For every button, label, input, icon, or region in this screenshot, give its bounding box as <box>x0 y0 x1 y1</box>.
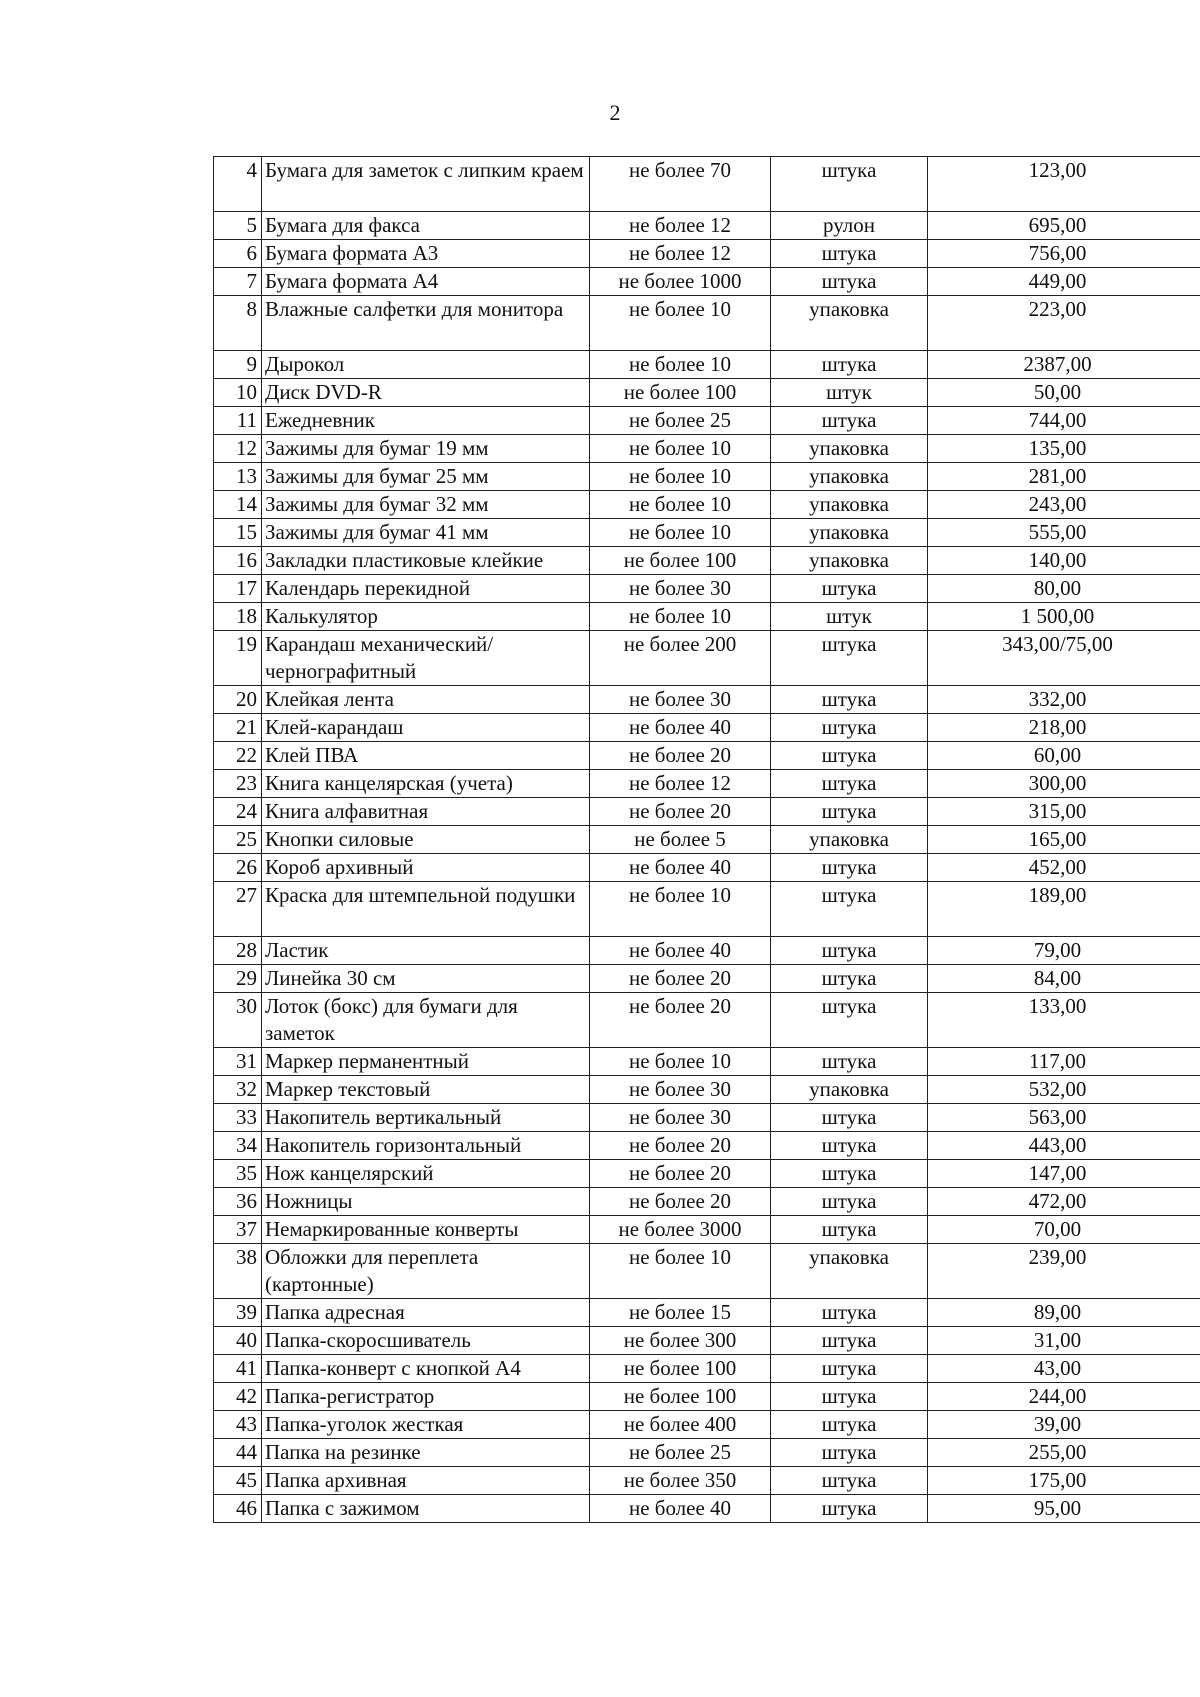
price-cell: 50,00 <box>928 379 1200 407</box>
item-name-cell: Обложки для переплета (картонные) <box>262 1244 590 1299</box>
unit-cell: штука <box>771 937 928 965</box>
item-name-cell: Папка на резинке <box>262 1439 590 1467</box>
row-number-cell: 45 <box>214 1467 262 1495</box>
table-row <box>214 686 1200 714</box>
table-row <box>214 1299 1200 1327</box>
items-table-body <box>214 157 1200 1523</box>
quantity-cell: не более 20 <box>590 742 771 770</box>
table-row <box>214 463 1200 491</box>
item-name-cell: Нож канцелярский <box>262 1160 590 1188</box>
unit-cell: штука <box>771 407 928 435</box>
row-number-cell: 29 <box>214 965 262 993</box>
row-number-cell: 40 <box>214 1327 262 1355</box>
quantity-cell: не более 100 <box>590 1383 771 1411</box>
quantity-cell: не более 40 <box>590 1495 771 1523</box>
item-name-cell: Кнопки силовые <box>262 826 590 854</box>
table-row <box>214 1188 1200 1216</box>
row-number-cell: 26 <box>214 854 262 882</box>
table-row <box>214 742 1200 770</box>
table-row <box>214 1048 1200 1076</box>
quantity-cell: не более 300 <box>590 1327 771 1355</box>
quantity-cell: не более 20 <box>590 1188 771 1216</box>
unit-cell: упаковка <box>771 826 928 854</box>
row-number-cell: 36 <box>214 1188 262 1216</box>
item-name-cell: Зажимы для бумаг 41 мм <box>262 519 590 547</box>
quantity-cell: не более 350 <box>590 1467 771 1495</box>
row-number-cell: 28 <box>214 937 262 965</box>
row-number-cell: 20 <box>214 686 262 714</box>
table-row <box>214 1132 1200 1160</box>
row-number-cell: 38 <box>214 1244 262 1299</box>
table-row <box>214 157 1200 212</box>
quantity-cell: не более 10 <box>590 519 771 547</box>
price-cell: 135,00 <box>928 435 1200 463</box>
row-number-cell: 34 <box>214 1132 262 1160</box>
unit-cell: рулон <box>771 212 928 240</box>
unit-cell: штука <box>771 1188 928 1216</box>
row-number-cell: 16 <box>214 547 262 575</box>
price-cell: 300,00 <box>928 770 1200 798</box>
unit-cell: штука <box>771 1216 928 1244</box>
unit-cell: штука <box>771 1104 928 1132</box>
quantity-cell: не более 40 <box>590 854 771 882</box>
unit-cell: упаковка <box>771 435 928 463</box>
unit-cell: штука <box>771 742 928 770</box>
unit-cell: упаковка <box>771 296 928 351</box>
unit-cell: упаковка <box>771 547 928 575</box>
unit-cell: штука <box>771 1383 928 1411</box>
price-cell: 255,00 <box>928 1439 1200 1467</box>
price-cell: 140,00 <box>928 547 1200 575</box>
item-name-cell: Клей-карандаш <box>262 714 590 742</box>
unit-cell: штука <box>771 1327 928 1355</box>
unit-cell: штука <box>771 1439 928 1467</box>
price-cell: 79,00 <box>928 937 1200 965</box>
price-cell: 70,00 <box>928 1216 1200 1244</box>
table-row <box>214 1244 1200 1299</box>
row-number-cell: 8 <box>214 296 262 351</box>
table-row <box>214 351 1200 379</box>
row-number-cell: 10 <box>214 379 262 407</box>
table-row <box>214 937 1200 965</box>
item-name-cell: Зажимы для бумаг 25 мм <box>262 463 590 491</box>
row-number-cell: 6 <box>214 240 262 268</box>
price-cell: 472,00 <box>928 1188 1200 1216</box>
price-cell: 244,00 <box>928 1383 1200 1411</box>
price-cell: 89,00 <box>928 1299 1200 1327</box>
row-number-cell: 37 <box>214 1216 262 1244</box>
row-number-cell: 11 <box>214 407 262 435</box>
table-row <box>214 882 1200 937</box>
price-cell: 39,00 <box>928 1411 1200 1439</box>
table-row <box>214 296 1200 351</box>
quantity-cell: не более 20 <box>590 1160 771 1188</box>
row-number-cell: 21 <box>214 714 262 742</box>
price-cell: 315,00 <box>928 798 1200 826</box>
unit-cell: штука <box>771 1132 928 1160</box>
table-row <box>214 1467 1200 1495</box>
quantity-cell: не более 30 <box>590 1076 771 1104</box>
unit-cell: штука <box>771 993 928 1048</box>
quantity-cell: не более 400 <box>590 1411 771 1439</box>
price-cell: 555,00 <box>928 519 1200 547</box>
row-number-cell: 32 <box>214 1076 262 1104</box>
table-row <box>214 519 1200 547</box>
unit-cell: штук <box>771 379 928 407</box>
item-name-cell: Папка-скоросшиватель <box>262 1327 590 1355</box>
table-row <box>214 631 1200 686</box>
item-name-cell: Книга алфавитная <box>262 798 590 826</box>
quantity-cell: не более 20 <box>590 965 771 993</box>
quantity-cell: не более 100 <box>590 379 771 407</box>
price-cell: 532,00 <box>928 1076 1200 1104</box>
row-number-cell: 31 <box>214 1048 262 1076</box>
price-cell: 223,00 <box>928 296 1200 351</box>
table-row <box>214 491 1200 519</box>
row-number-cell: 17 <box>214 575 262 603</box>
quantity-cell: не более 200 <box>590 631 771 686</box>
quantity-cell: не более 10 <box>590 463 771 491</box>
quantity-cell: не более 10 <box>590 491 771 519</box>
item-name-cell: Папка с зажимом <box>262 1495 590 1523</box>
quantity-cell: не более 10 <box>590 435 771 463</box>
unit-cell: упаковка <box>771 463 928 491</box>
item-name-cell: Клей ПВА <box>262 742 590 770</box>
unit-cell: штука <box>771 1299 928 1327</box>
price-cell: 80,00 <box>928 575 1200 603</box>
item-name-cell: Бумага для заметок с липким краем <box>262 157 590 212</box>
unit-cell: штука <box>771 882 928 937</box>
table-row <box>214 1383 1200 1411</box>
item-name-cell: Накопитель вертикальный <box>262 1104 590 1132</box>
items-table <box>213 156 1200 1523</box>
item-name-cell: Влажные салфетки для монитора <box>262 296 590 351</box>
unit-cell: упаковка <box>771 1244 928 1299</box>
item-name-cell: Клейкая лента <box>262 686 590 714</box>
item-name-cell: Календарь перекидной <box>262 575 590 603</box>
table-row <box>214 714 1200 742</box>
unit-cell: упаковка <box>771 491 928 519</box>
table-row <box>214 1495 1200 1523</box>
quantity-cell: не более 15 <box>590 1299 771 1327</box>
quantity-cell: не более 12 <box>590 212 771 240</box>
price-cell: 189,00 <box>928 882 1200 937</box>
quantity-cell: не более 40 <box>590 937 771 965</box>
item-name-cell: Калькулятор <box>262 603 590 631</box>
unit-cell: штука <box>771 1495 928 1523</box>
quantity-cell: не более 1000 <box>590 268 771 296</box>
item-name-cell: Бумага формата А3 <box>262 240 590 268</box>
table-row <box>214 379 1200 407</box>
row-number-cell: 43 <box>214 1411 262 1439</box>
price-cell: 1 500,00 <box>928 603 1200 631</box>
price-cell: 31,00 <box>928 1327 1200 1355</box>
unit-cell: упаковка <box>771 519 928 547</box>
unit-cell: штука <box>771 157 928 212</box>
table-row <box>214 1160 1200 1188</box>
price-cell: 123,00 <box>928 157 1200 212</box>
price-cell: 452,00 <box>928 854 1200 882</box>
item-name-cell: Дырокол <box>262 351 590 379</box>
quantity-cell: не более 100 <box>590 1355 771 1383</box>
quantity-cell: не более 10 <box>590 296 771 351</box>
table-row <box>214 854 1200 882</box>
price-cell: 281,00 <box>928 463 1200 491</box>
row-number-cell: 4 <box>214 157 262 212</box>
item-name-cell: Ежедневник <box>262 407 590 435</box>
table-row <box>214 798 1200 826</box>
price-cell: 165,00 <box>928 826 1200 854</box>
row-number-cell: 39 <box>214 1299 262 1327</box>
price-cell: 95,00 <box>928 1495 1200 1523</box>
item-name-cell: Папка-конверт с кнопкой А4 <box>262 1355 590 1383</box>
price-cell: 744,00 <box>928 407 1200 435</box>
row-number-cell: 15 <box>214 519 262 547</box>
item-name-cell: Линейка 30 см <box>262 965 590 993</box>
price-cell: 175,00 <box>928 1467 1200 1495</box>
table-row <box>214 1216 1200 1244</box>
table-row <box>214 212 1200 240</box>
quantity-cell: не более 10 <box>590 603 771 631</box>
quantity-cell: не более 70 <box>590 157 771 212</box>
table-row <box>214 575 1200 603</box>
price-cell: 239,00 <box>928 1244 1200 1299</box>
unit-cell: штука <box>771 798 928 826</box>
item-name-cell: Книга канцелярская (учета) <box>262 770 590 798</box>
unit-cell: штука <box>771 351 928 379</box>
row-number-cell: 22 <box>214 742 262 770</box>
table-row <box>214 407 1200 435</box>
row-number-cell: 46 <box>214 1495 262 1523</box>
quantity-cell: не более 20 <box>590 1132 771 1160</box>
table-row <box>214 268 1200 296</box>
item-name-cell: Папка-регистратор <box>262 1383 590 1411</box>
item-name-cell: Закладки пластиковые клейкие <box>262 547 590 575</box>
row-number-cell: 19 <box>214 631 262 686</box>
item-name-cell: Немаркированные конверты <box>262 1216 590 1244</box>
table-row <box>214 965 1200 993</box>
price-cell: 117,00 <box>928 1048 1200 1076</box>
item-name-cell: Краска для штемпельной подушки <box>262 882 590 937</box>
quantity-cell: не более 100 <box>590 547 771 575</box>
row-number-cell: 23 <box>214 770 262 798</box>
item-name-cell: Накопитель горизонтальный <box>262 1132 590 1160</box>
unit-cell: штука <box>771 1467 928 1495</box>
item-name-cell: Ножницы <box>262 1188 590 1216</box>
row-number-cell: 18 <box>214 603 262 631</box>
quantity-cell: не более 10 <box>590 1244 771 1299</box>
price-cell: 60,00 <box>928 742 1200 770</box>
price-cell: 443,00 <box>928 1132 1200 1160</box>
quantity-cell: не более 30 <box>590 575 771 603</box>
unit-cell: штука <box>771 240 928 268</box>
quantity-cell: не более 10 <box>590 882 771 937</box>
item-name-cell: Ластик <box>262 937 590 965</box>
unit-cell: штук <box>771 603 928 631</box>
price-cell: 332,00 <box>928 686 1200 714</box>
price-cell: 218,00 <box>928 714 1200 742</box>
unit-cell: штука <box>771 1048 928 1076</box>
quantity-cell: не более 30 <box>590 1104 771 1132</box>
quantity-cell: не более 25 <box>590 407 771 435</box>
row-number-cell: 27 <box>214 882 262 937</box>
price-cell: 43,00 <box>928 1355 1200 1383</box>
unit-cell: штука <box>771 268 928 296</box>
row-number-cell: 41 <box>214 1355 262 1383</box>
row-number-cell: 7 <box>214 268 262 296</box>
row-number-cell: 24 <box>214 798 262 826</box>
price-cell: 243,00 <box>928 491 1200 519</box>
table-row <box>214 1439 1200 1467</box>
quantity-cell: не более 12 <box>590 240 771 268</box>
quantity-cell: не более 3000 <box>590 1216 771 1244</box>
item-name-cell: Бумага для факса <box>262 212 590 240</box>
unit-cell: штука <box>771 686 928 714</box>
unit-cell: штука <box>771 631 928 686</box>
table-row <box>214 603 1200 631</box>
row-number-cell: 25 <box>214 826 262 854</box>
row-number-cell: 12 <box>214 435 262 463</box>
unit-cell: штука <box>771 1411 928 1439</box>
table-row <box>214 1411 1200 1439</box>
quantity-cell: не более 5 <box>590 826 771 854</box>
table-row <box>214 826 1200 854</box>
row-number-cell: 35 <box>214 1160 262 1188</box>
unit-cell: упаковка <box>771 1076 928 1104</box>
quantity-cell: не более 10 <box>590 1048 771 1076</box>
price-cell: 449,00 <box>928 268 1200 296</box>
row-number-cell: 14 <box>214 491 262 519</box>
unit-cell: штука <box>771 714 928 742</box>
price-cell: 563,00 <box>928 1104 1200 1132</box>
item-name-cell: Маркер перманентный <box>262 1048 590 1076</box>
unit-cell: штука <box>771 1160 928 1188</box>
price-cell: 147,00 <box>928 1160 1200 1188</box>
row-number-cell: 13 <box>214 463 262 491</box>
unit-cell: штука <box>771 854 928 882</box>
table-row <box>214 1076 1200 1104</box>
row-number-cell: 42 <box>214 1383 262 1411</box>
price-cell: 695,00 <box>928 212 1200 240</box>
table-row <box>214 770 1200 798</box>
item-name-cell: Папка-уголок жесткая <box>262 1411 590 1439</box>
row-number-cell: 33 <box>214 1104 262 1132</box>
price-cell: 2387,00 <box>928 351 1200 379</box>
price-cell: 343,00/75,00 <box>928 631 1200 686</box>
row-number-cell: 5 <box>214 212 262 240</box>
item-name-cell: Лоток (бокс) для бумаги для заметок <box>262 993 590 1048</box>
row-number-cell: 30 <box>214 993 262 1048</box>
item-name-cell: Папка адресная <box>262 1299 590 1327</box>
quantity-cell: не более 20 <box>590 993 771 1048</box>
table-row <box>214 993 1200 1048</box>
row-number-cell: 44 <box>214 1439 262 1467</box>
item-name-cell: Маркер текстовый <box>262 1076 590 1104</box>
table-row <box>214 1355 1200 1383</box>
quantity-cell: не более 30 <box>590 686 771 714</box>
item-name-cell: Бумага формата А4 <box>262 268 590 296</box>
unit-cell: штука <box>771 965 928 993</box>
item-name-cell: Зажимы для бумаг 19 мм <box>262 435 590 463</box>
unit-cell: штука <box>771 575 928 603</box>
quantity-cell: не более 10 <box>590 351 771 379</box>
row-number-cell: 9 <box>214 351 262 379</box>
quantity-cell: не более 25 <box>590 1439 771 1467</box>
table-row <box>214 1327 1200 1355</box>
price-cell: 756,00 <box>928 240 1200 268</box>
table-row <box>214 547 1200 575</box>
quantity-cell: не более 12 <box>590 770 771 798</box>
quantity-cell: не более 40 <box>590 714 771 742</box>
price-cell: 84,00 <box>928 965 1200 993</box>
unit-cell: штука <box>771 1355 928 1383</box>
item-name-cell: Зажимы для бумаг 32 мм <box>262 491 590 519</box>
table-row <box>214 1104 1200 1132</box>
item-name-cell: Карандаш механический/ чернографитный <box>262 631 590 686</box>
table-row <box>214 435 1200 463</box>
page-number: 2 <box>609 100 621 125</box>
table-row <box>214 240 1200 268</box>
item-name-cell: Диск DVD-R <box>262 379 590 407</box>
unit-cell: штука <box>771 770 928 798</box>
item-name-cell: Папка архивная <box>262 1467 590 1495</box>
quantity-cell: не более 20 <box>590 798 771 826</box>
item-name-cell: Короб архивный <box>262 854 590 882</box>
price-cell: 133,00 <box>928 993 1200 1048</box>
